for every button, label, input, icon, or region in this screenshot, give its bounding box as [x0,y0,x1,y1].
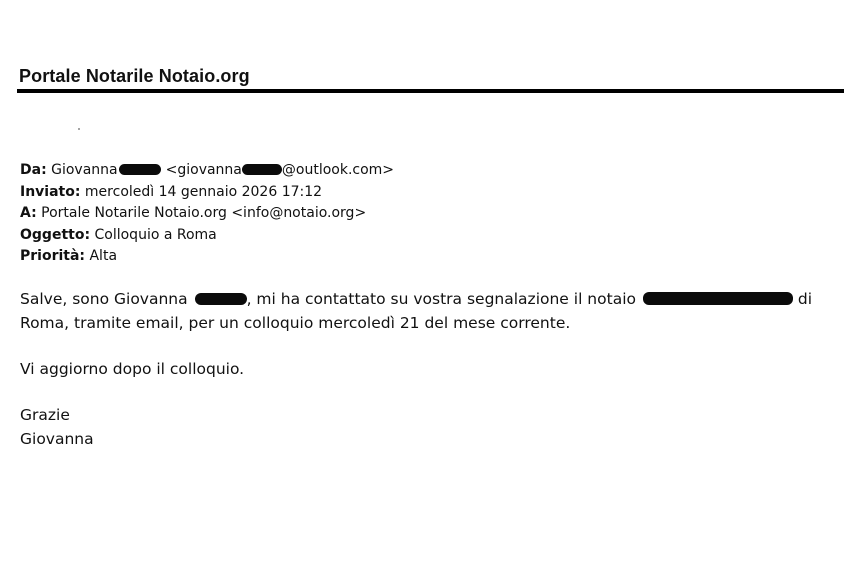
p1-part-a: Salve, sono Giovanna [20,290,188,308]
sent-row [20,182,394,204]
priority-row [20,246,394,268]
priority-value: Alta [89,248,118,264]
redaction-surname-body [195,293,247,305]
subject-row [20,225,394,247]
from-email-prefix: <giovanna [165,162,242,178]
p1-part-c: di [797,290,813,308]
subject-value: Colloquio a Roma [94,226,217,243]
priority-label: Priorità: [20,248,86,264]
to-row [20,203,394,225]
subject-label: Oggetto: [20,226,91,243]
portal-title: Portale Notarile Notaio.org [19,66,250,86]
body-paragraph-2: Vi aggiorno dopo il colloquio. [20,360,245,378]
sent-label: Inviato: [20,183,81,200]
to-label: A: [20,205,37,221]
p1-line-2: Roma, tramite email, per un colloquio mercoledì 21 del mese corrente. [20,314,571,332]
redaction-notary-name [643,292,793,305]
p1-part-b: , mi ha contattato su vostra segnalazione il notaio [246,290,636,308]
from-name: Giovanna [51,162,118,178]
to-value: Portale Notarile Notaio.org <info@notaio.org> [41,205,367,221]
spacer [20,335,850,357]
from-email-suffix: @outlook.com> [281,162,395,178]
from-label: Da: [20,162,47,178]
email-headers [20,160,394,268]
from-row [20,160,394,182]
redaction-surname [119,164,161,175]
spacer [20,381,850,403]
redaction-email [242,164,282,175]
body-paragraph-1 [20,287,850,335]
title-rule [17,89,844,93]
email-body [20,287,850,451]
closing-text: Grazie [20,406,70,424]
sent-value: mercoledì 14 gennaio 2026 17:12 [84,183,323,200]
scan-speck [78,128,80,130]
signature: Giovanna [20,430,94,448]
